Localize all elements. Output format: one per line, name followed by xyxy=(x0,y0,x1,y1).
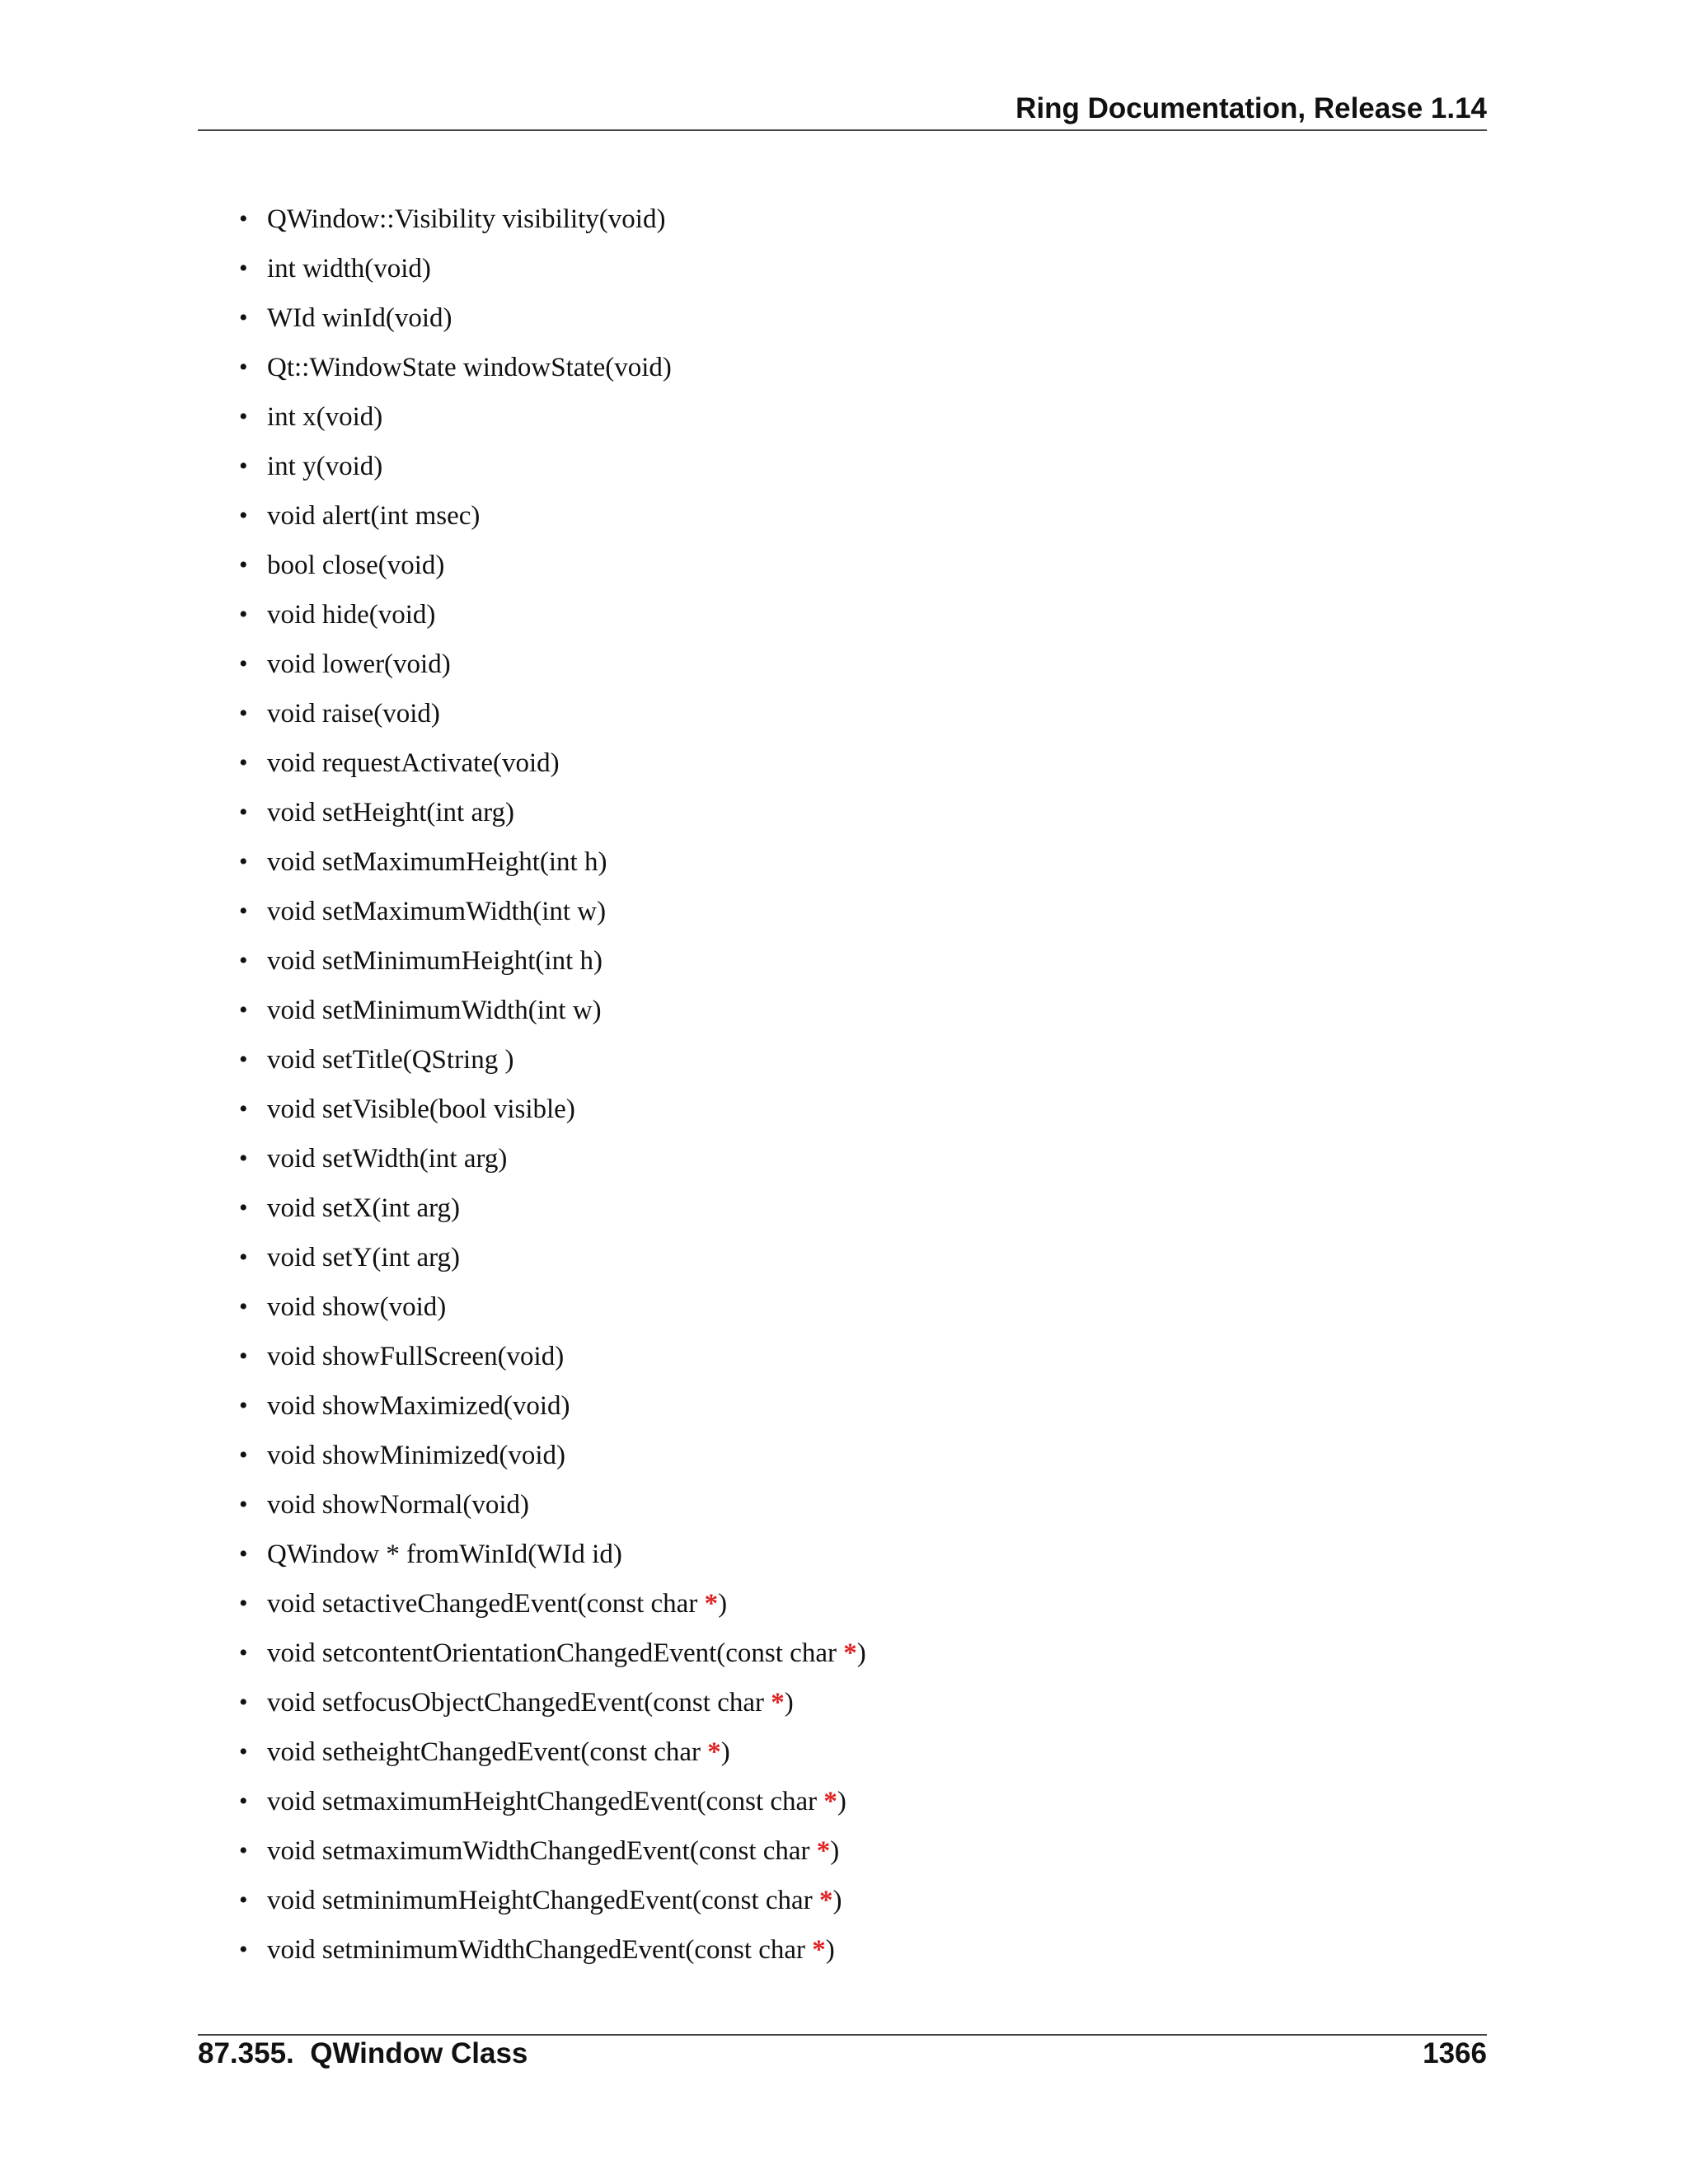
method-signature xyxy=(267,640,451,689)
bullet-icon: • xyxy=(239,601,248,628)
pointer-asterisk: * xyxy=(816,1836,831,1866)
footer-section-title: 87.355. QWindow Class xyxy=(198,2037,528,2069)
method-signature-text: void setX(int arg) xyxy=(267,1193,461,1223)
method-signature-tail: ) xyxy=(784,1688,794,1718)
method-signature-text: int width(void) xyxy=(267,254,431,284)
bullet-icon: • xyxy=(239,898,248,925)
bullet-icon: • xyxy=(239,1738,248,1765)
method-signature-text: void setVisible(bool visible) xyxy=(267,1094,575,1124)
method-signature xyxy=(267,936,603,986)
bullet-icon: • xyxy=(239,304,248,331)
method-signature xyxy=(267,1826,839,1876)
method-signature xyxy=(267,1332,564,1381)
method-signature xyxy=(267,392,382,442)
method-signature-text: void setMaximumHeight(int h) xyxy=(267,847,607,877)
bullet-icon: • xyxy=(239,749,248,776)
bullet-icon: • xyxy=(239,403,248,430)
method-signature xyxy=(267,788,514,837)
bullet-icon: • xyxy=(239,1441,248,1469)
method-signature-text: void showMaximized(void) xyxy=(267,1391,570,1421)
method-signature xyxy=(267,1431,565,1480)
footer-page-number: 1366 xyxy=(1423,2037,1487,2069)
bullet-icon: • xyxy=(239,1392,248,1419)
bullet-icon: • xyxy=(239,1936,248,1963)
method-signature xyxy=(267,1233,460,1282)
method-signature-text: void showFullScreen(void) xyxy=(267,1342,565,1371)
method-signature-text: void setminimumWidthChangedEvent(const char xyxy=(267,1935,813,1965)
bullet-icon: • xyxy=(239,255,248,282)
method-signature xyxy=(267,590,435,640)
method-signature-text: WId winId(void) xyxy=(267,303,452,333)
method-signature-text: void setmaximumWidthChangedEvent(const char xyxy=(267,1836,817,1866)
bullet-icon: • xyxy=(239,1244,248,1271)
method-signature xyxy=(267,1085,575,1134)
method-signature-tail: ) xyxy=(832,1886,842,1915)
bullet-icon: • xyxy=(239,1689,248,1716)
method-signature xyxy=(267,343,672,392)
bullet-icon: • xyxy=(239,205,248,232)
method-signature xyxy=(267,1134,507,1183)
method-signature-text: void setcontentOrientationChangedEvent(const char xyxy=(267,1638,844,1668)
method-signature xyxy=(267,1183,460,1233)
method-signature-text: void setMaximumWidth(int w) xyxy=(267,897,607,926)
footer-divider xyxy=(198,2034,1487,2036)
bullet-icon: • xyxy=(239,1540,248,1568)
method-signature-text: void setMinimumHeight(int h) xyxy=(267,946,603,976)
bullet-icon: • xyxy=(239,1343,248,1370)
method-signature-text: bool close(void) xyxy=(267,551,445,580)
method-signature-text: void showNormal(void) xyxy=(267,1490,530,1520)
method-signature xyxy=(267,491,480,541)
pointer-asterisk: * xyxy=(771,1688,785,1718)
bullet-icon: • xyxy=(239,1145,248,1172)
bullet-icon: • xyxy=(239,700,248,727)
method-signature xyxy=(267,689,440,738)
method-signature xyxy=(267,1530,622,1579)
method-signature xyxy=(267,1876,842,1925)
bullet-icon: • xyxy=(239,452,248,480)
method-signature-text: Qt::WindowState windowState(void) xyxy=(267,353,672,382)
method-signature-text: void hide(void) xyxy=(267,600,436,630)
method-signature-text: int x(void) xyxy=(267,402,383,432)
pointer-asterisk: * xyxy=(704,1589,719,1619)
pointer-asterisk: * xyxy=(818,1886,833,1915)
method-signature-text: void setTitle(QString ) xyxy=(267,1045,514,1075)
bullet-icon: • xyxy=(239,1095,248,1122)
method-signature xyxy=(267,1629,866,1678)
bullet-icon: • xyxy=(239,1886,248,1914)
method-signature-text: void setWidth(int arg) xyxy=(267,1144,508,1174)
method-signature-text: void show(void) xyxy=(267,1292,447,1322)
method-signature xyxy=(267,837,607,887)
bullet-icon: • xyxy=(239,551,248,579)
method-signature-tail: ) xyxy=(720,1737,730,1767)
bullet-icon: • xyxy=(239,799,248,826)
method-signature-text: int y(void) xyxy=(267,452,383,481)
method-signature xyxy=(267,1282,446,1332)
pointer-asterisk: * xyxy=(812,1935,826,1965)
method-signature-tail: ) xyxy=(830,1836,840,1866)
bullet-icon: • xyxy=(239,1194,248,1221)
method-signature xyxy=(267,1777,846,1826)
method-signature-tail: ) xyxy=(837,1787,846,1816)
method-signature xyxy=(267,1727,730,1777)
bullet-icon: • xyxy=(239,650,248,677)
method-signature xyxy=(267,1925,835,1975)
bullet-icon: • xyxy=(239,354,248,381)
method-signature xyxy=(267,887,606,936)
method-signature-text: void lower(void) xyxy=(267,649,451,679)
method-signature-tail: ) xyxy=(856,1638,866,1668)
method-signature xyxy=(267,1678,794,1727)
method-signature-text: void setmaximumHeightChangedEvent(const char xyxy=(267,1787,824,1816)
method-signature-text: void alert(int msec) xyxy=(267,501,481,531)
method-signature xyxy=(267,1480,529,1530)
method-signature xyxy=(267,442,382,491)
pointer-asterisk: * xyxy=(843,1638,857,1668)
bullet-icon: • xyxy=(239,1046,248,1073)
method-signature xyxy=(267,541,444,590)
method-signature-text: void setheightChangedEvent(const char xyxy=(267,1737,708,1767)
method-signature-text: void requestActivate(void) xyxy=(267,748,560,778)
bullet-icon: • xyxy=(239,1293,248,1320)
bullet-icon: • xyxy=(239,1837,248,1864)
method-signature xyxy=(267,1381,570,1431)
method-signature-text: void setHeight(int arg) xyxy=(267,798,514,827)
bullet-icon: • xyxy=(239,1590,248,1617)
bullet-icon: • xyxy=(239,1788,248,1815)
bullet-icon: • xyxy=(239,1491,248,1518)
running-header-title: Ring Documentation, Release 1.14 xyxy=(1015,92,1487,124)
method-signature-text: void setY(int arg) xyxy=(267,1243,461,1272)
bullet-icon: • xyxy=(239,996,248,1024)
method-signature-tail: ) xyxy=(718,1589,728,1619)
pointer-asterisk: * xyxy=(823,1787,837,1816)
method-signature xyxy=(267,1579,727,1629)
method-signature xyxy=(267,194,665,244)
method-signature xyxy=(267,293,452,343)
method-signature-text: void setfocusObjectChangedEvent(const char xyxy=(267,1688,771,1718)
bullet-icon: • xyxy=(239,1639,248,1666)
method-signature-text: void raise(void) xyxy=(267,699,440,729)
method-signature-text: void setminimumHeightChangedEvent(const char xyxy=(267,1886,819,1915)
method-signature-text: QWindow * fromWinId(WId id) xyxy=(267,1540,622,1569)
method-signature-text: void setactiveChangedEvent(const char xyxy=(267,1589,705,1619)
bullet-icon: • xyxy=(239,848,248,875)
bullet-icon: • xyxy=(239,502,248,529)
method-signature xyxy=(267,1035,513,1085)
bullet-icon: • xyxy=(239,947,248,974)
pointer-asterisk: * xyxy=(707,1737,721,1767)
method-signature-text: QWindow::Visibility visibility(void) xyxy=(267,204,666,234)
method-signature xyxy=(267,244,431,293)
method-signature-tail: ) xyxy=(825,1935,835,1965)
method-signature xyxy=(267,986,602,1035)
method-signature-text: void setMinimumWidth(int w) xyxy=(267,996,602,1025)
header-divider xyxy=(198,129,1487,131)
method-signature xyxy=(267,738,560,788)
method-signature-text: void showMinimized(void) xyxy=(267,1441,566,1470)
